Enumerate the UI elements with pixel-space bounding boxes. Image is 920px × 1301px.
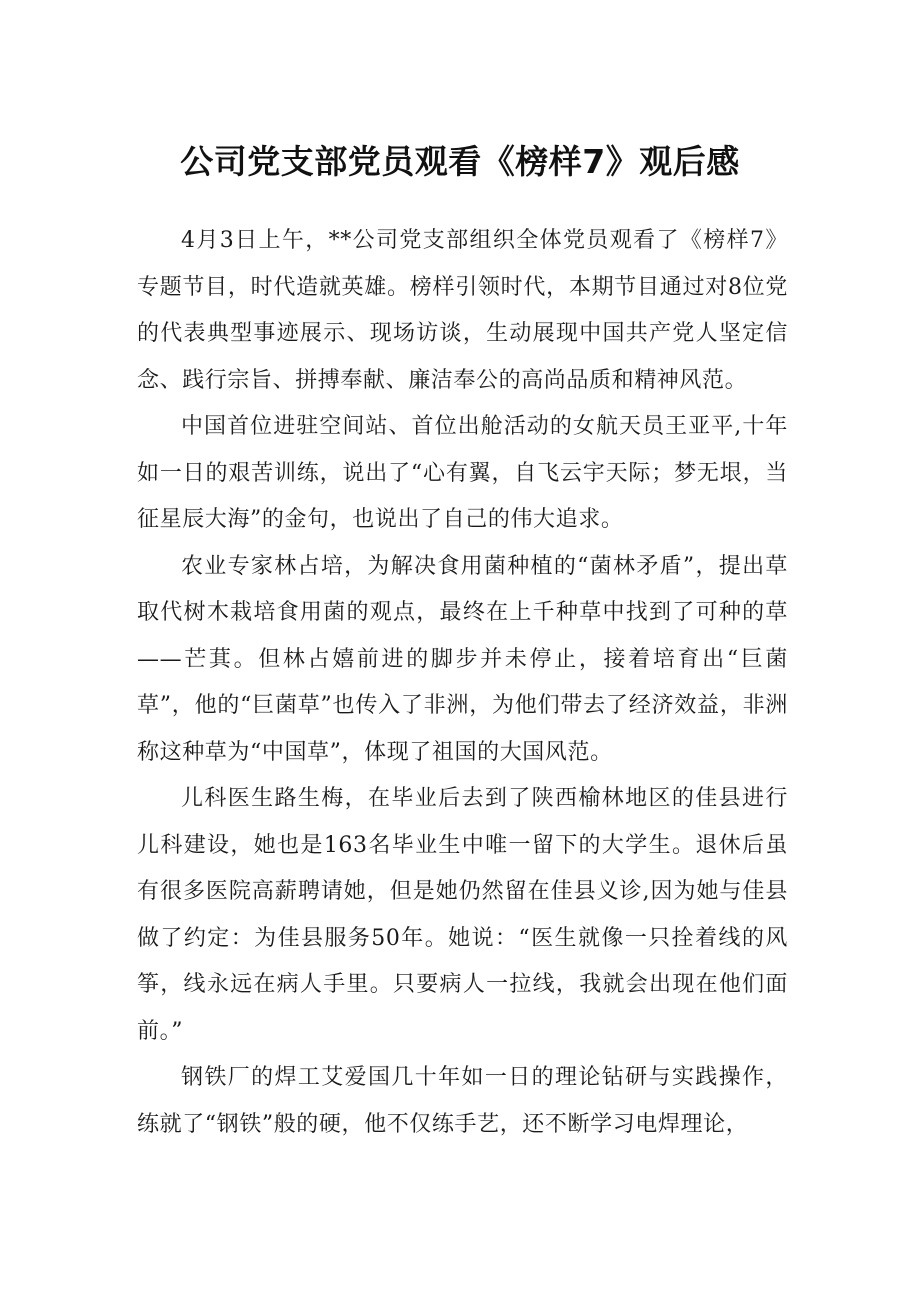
paragraph-lu-shengmei: 儿科医生路生梅，在毕业后去到了陕西榆林地区的佳县进行儿科建设，她也是163名毕业生中唯一留下的大学生。退休后虽有很多医院高薪聘请她，但是她仍然留在佳县义诊,因为她与佳县做了约定：为佳县服务50年。她说：“医生就像一只拴着线的风筝，线永远在病人手里。只要病人一拉线，我就会出现在他们面前。” [137, 786, 788, 1044]
paragraph-lin-zhanxi: 农业专家林占培，为解决食用菌种植的“菌林矛盾”，提出草取代树木栽培食用菌的观点，最终在上千种草中找到了可种的草——芒萁。但林占嬉前进的脚步并未停止，接着培育出“巨菌草”，他的“巨菌草”也传入了非洲，为他们带去了经济效益，非洲称这种草为“中国草”，体现了祖国的大国风范。 [137, 553, 788, 765]
document-title: 公司党支部党员观看《榜样7》观后感 [180, 142, 740, 181]
paragraph-intro: 4月3日上午，**公司党支部组织全体党员观看了《榜样7》专题节目，时代造就英雄。榜样引领时代，本期节目通过对8位党的代表典型事迹展示、现场访谈，生动展现中国共产党人坚定信念、践行宗旨、拼搏奉献、廉洁奉公的高尚品质和精神风范。 [137, 228, 788, 393]
document-body [137, 218, 788, 1148]
paragraph-wang-yaping: 中国首位进驻空间站、首位出舱活动的女航天员王亚平,十年如一日的艰苦训练，说出了“心有翼，自飞云宇天际；梦无垠，当征星辰大海”的金句，也说出了自己的伟大追求。 [137, 414, 788, 532]
paragraph-ai-aiguo: 钢铁厂的焊工艾爱国几十年如一日的理论钻研与实践操作，练就了“钢铁”般的硬，他不仅练手艺，还不断学习电焊理论， [137, 1065, 788, 1137]
